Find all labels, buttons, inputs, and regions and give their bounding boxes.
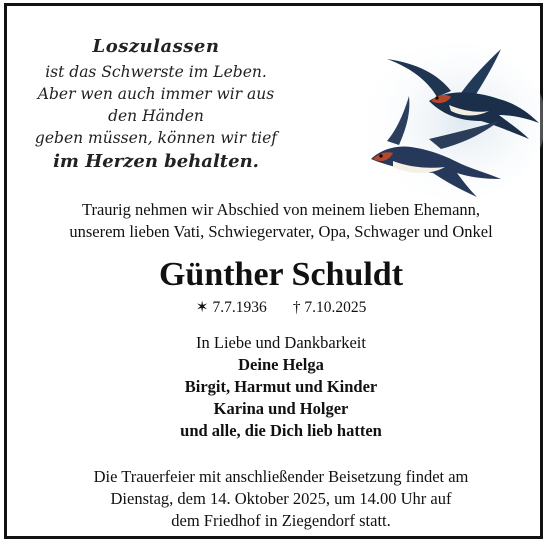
mourners-intro: In Liebe und Dankbarkeit bbox=[196, 333, 366, 352]
intro-text bbox=[7, 199, 554, 243]
funeral-info bbox=[7, 466, 554, 532]
funeral-line-1: Die Trauerfeier mit anschließender Beisetzung findet am bbox=[93, 467, 469, 486]
death-date: † 7.10.2025 bbox=[292, 299, 367, 316]
obituary-notice bbox=[4, 3, 543, 539]
mourner-line-3: Karina und Holger bbox=[213, 399, 349, 418]
poem-line-4: geben müssen, können wir tief bbox=[34, 129, 278, 147]
mourners bbox=[7, 332, 554, 442]
poem bbox=[21, 36, 291, 173]
poem-line-5: im Herzen behalten. bbox=[53, 151, 259, 172]
swallows-icon bbox=[359, 41, 544, 201]
poem-line-1: Loszulassen bbox=[92, 36, 220, 57]
funeral-line-2: Dienstag, dem 14. Oktober 2025, um 14.00 Uhr auf bbox=[110, 489, 452, 508]
poem-line-2: ist das Schwerste im Leben. bbox=[45, 63, 267, 81]
poem-line-3: Aber wen auch immer wir aus den Händen bbox=[37, 85, 275, 125]
birth-date: ✶ 7.7.1936 bbox=[195, 299, 267, 316]
intro-line-1: Traurig nehmen wir Abschied von meinem lieben Ehemann, bbox=[81, 200, 481, 219]
mourner-line-1: Deine Helga bbox=[238, 355, 324, 374]
intro-line-2: unserem lieben Vati, Schwiegervater, Opa, Schwager und Onkel bbox=[69, 222, 493, 241]
life-dates bbox=[7, 298, 554, 317]
mourner-line-2: Birgit, Harmut und Kinder bbox=[184, 377, 378, 396]
funeral-line-3: dem Friedhof in Ziegendorf statt. bbox=[171, 511, 391, 530]
mourner-line-4: und alle, die Dich lieb hatten bbox=[180, 421, 382, 440]
deceased-name: Günther Schuldt bbox=[158, 256, 404, 293]
